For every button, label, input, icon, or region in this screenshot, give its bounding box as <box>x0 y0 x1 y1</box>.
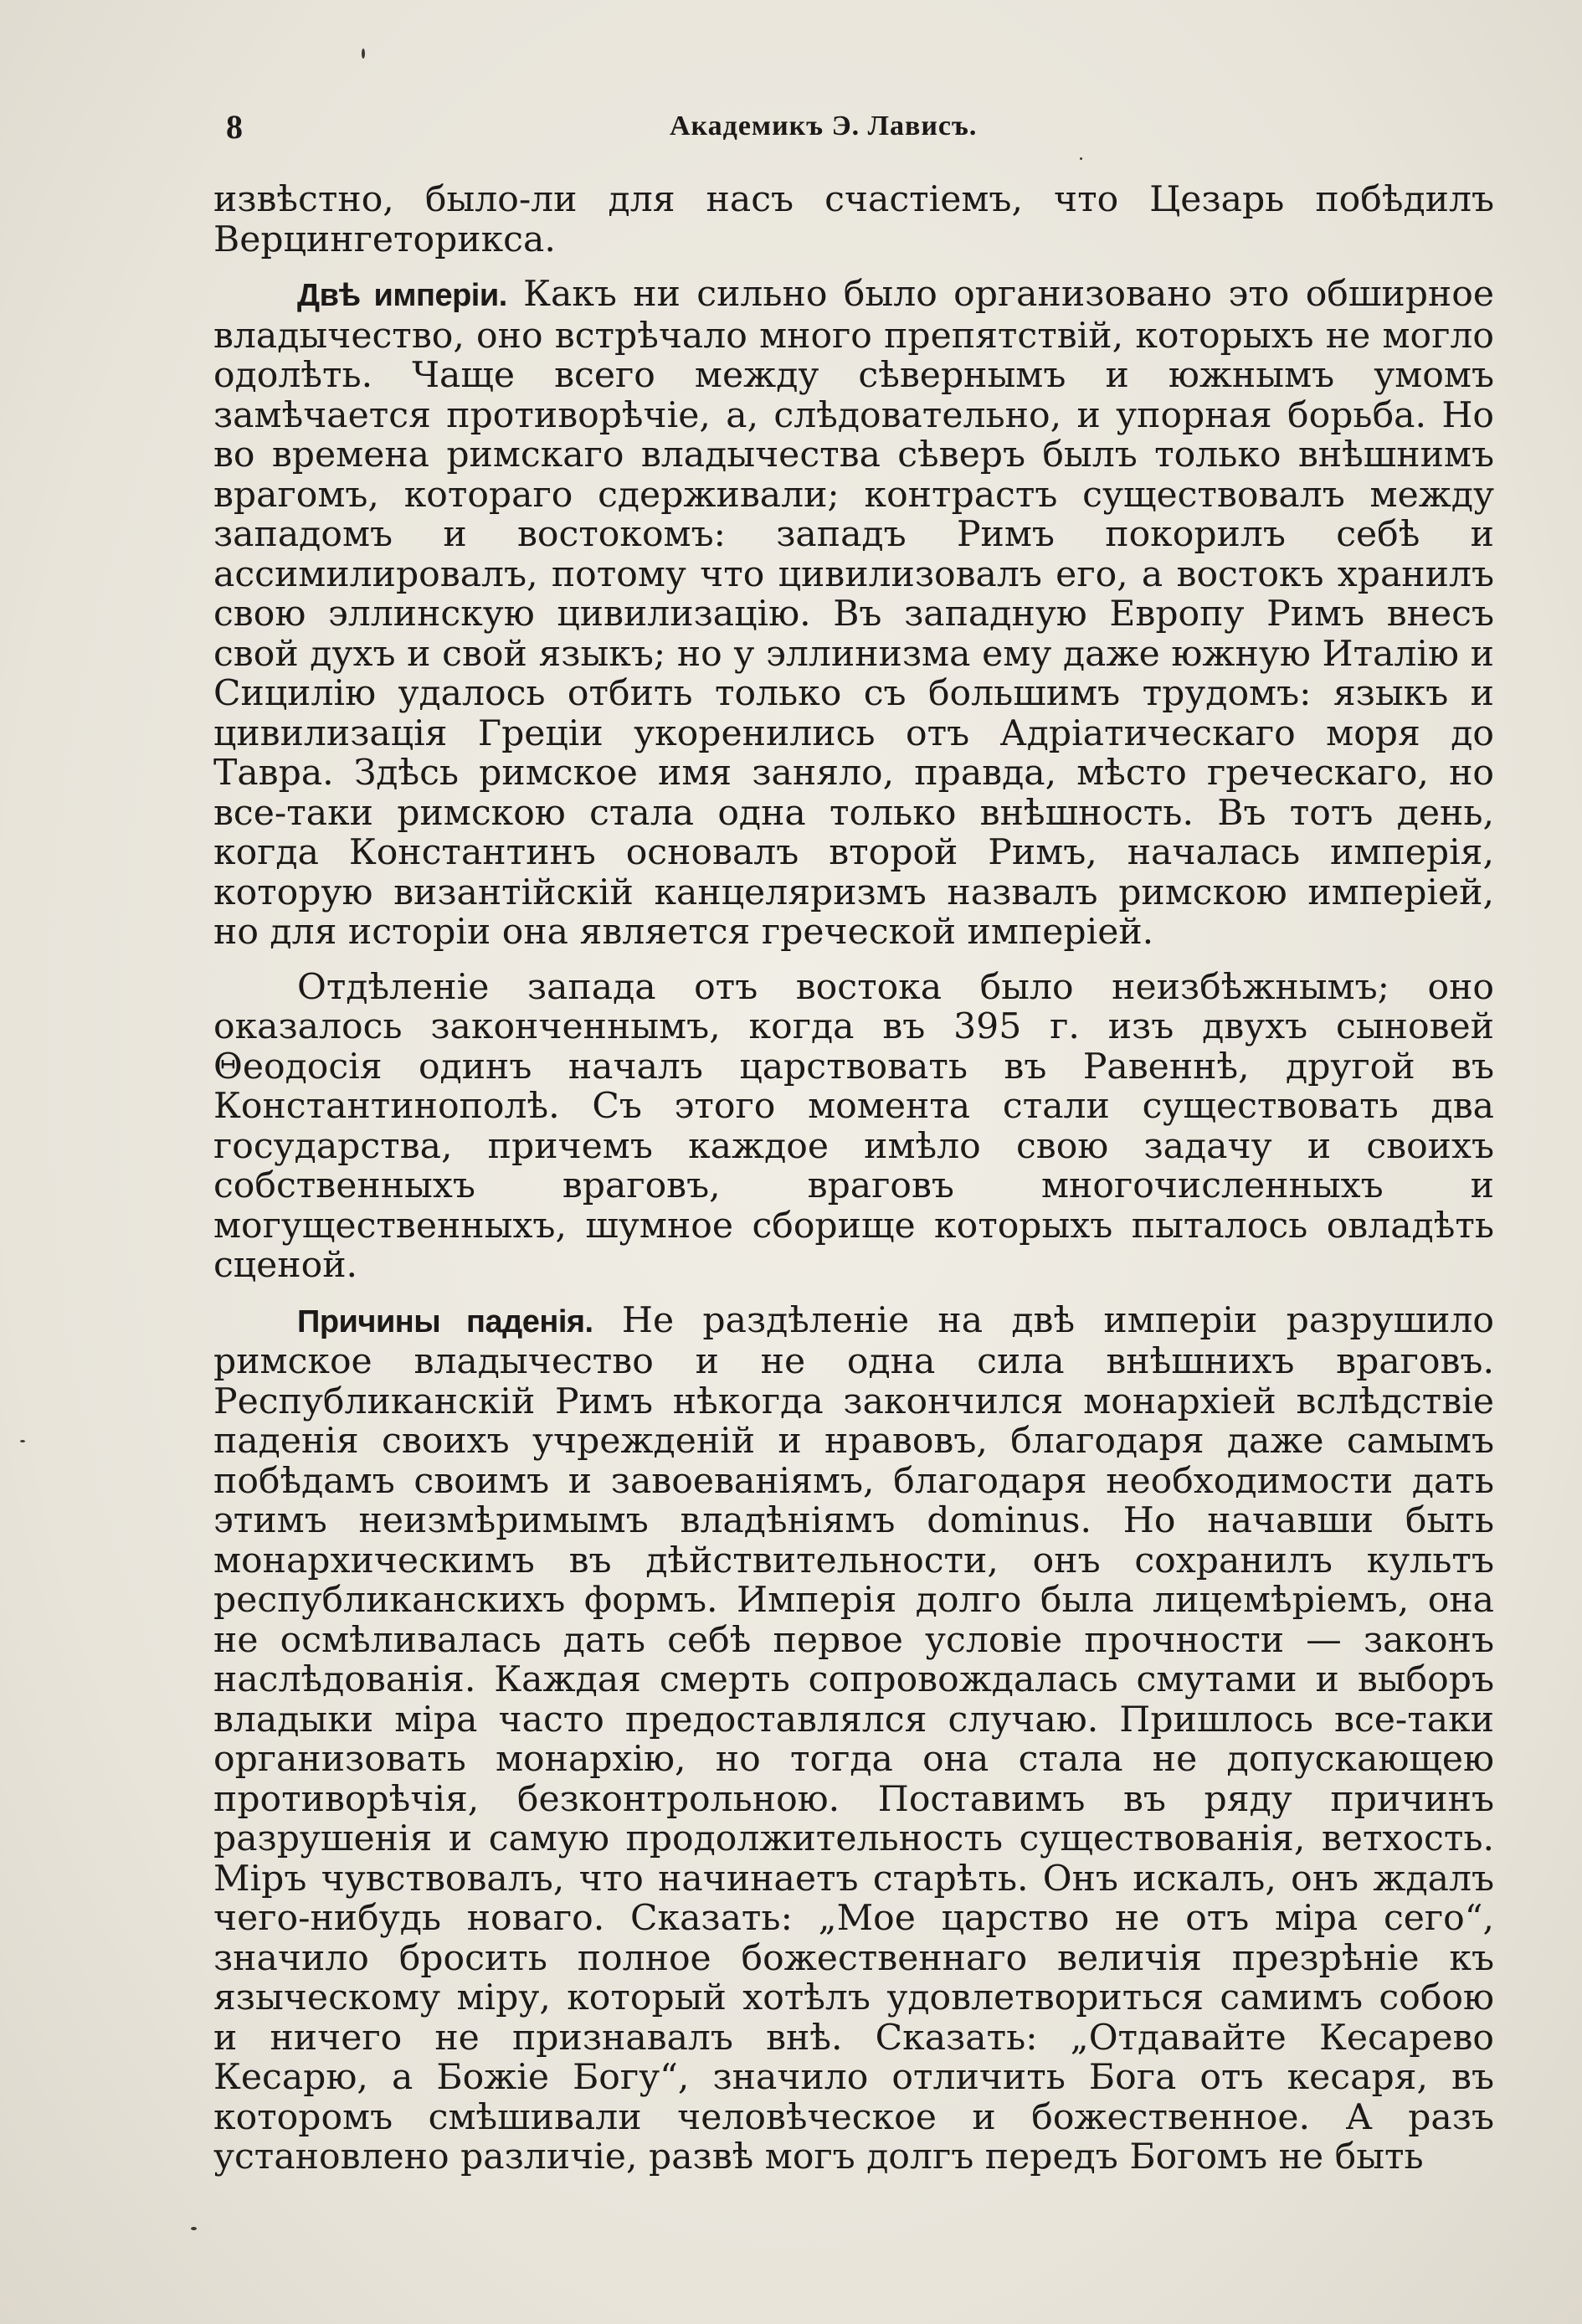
paragraph-continuation <box>213 180 1494 260</box>
paragraph-text: Какъ ни сильно было организовано это обширное владычество, оно встрѣчало много препятствій, которыхъ не могло одолѣть. Чаще всего между сѣвернымъ и южнымъ умомъ замѣчается противорѣчіе, а, слѣдовательно, и упорная борьба. Но во времена римскаго владычества сѣверъ былъ только внѣшнимъ врагомъ, котораго сдерживали; контрастъ существовалъ между западомъ и востокомъ: западъ Римъ покорилъ себѣ и ассимилировалъ, потому что цивилизовалъ его, а востокъ хранилъ свою эллинскую цивилизацію. Въ западную Европу Римъ внесъ свой духъ и свой языкъ; но у эллинизма ему даже южную Италію и Сицилію удалось отбить только съ большимъ трудомъ: языкъ и цивилизація Греціи укоренились отъ Адріатическаго моря до Тавра. Здѣсь римское имя заняло, правда, мѣсто греческаго, но все-таки римскою стала одна только внѣшность. Въ тотъ день, когда Константинъ основалъ второй Римъ, началась имперія, которую византійскій канцеляризмъ назвалъ римскою имперіей, но для исторіи она является греческой имперіей. <box>213 274 1494 953</box>
section-heading-causes-of-fall: Причины паденія. <box>297 1303 593 1339</box>
page-header <box>226 107 1482 149</box>
paragraph-separation <box>213 968 1494 1286</box>
section-heading-two-empires: Двѣ имперіи. <box>297 278 507 313</box>
ink-speck <box>191 2227 197 2230</box>
paragraph-causes-of-fall <box>213 1301 1494 2177</box>
paragraph-text: Отдѣленіе запада отъ востока было неизбѣжнымъ; оно оказалось законченнымъ, когда въ 395 г. изъ двухъ сыновей Θеодосія одинъ началъ царствовать въ Равеннѣ, другой въ Константинополѣ. Съ этого момента стали существовать два государства, причемъ каждое имѣло свою задачу и своихъ собственныхъ враговъ, враговъ многочисленныхъ и могущественныхъ, шумное сборище которыхъ пыталось овладѣть сценой. <box>213 966 1494 1286</box>
paragraph-text: Не раздѣленіе на двѣ имперіи разрушило римское владычество и не одна сила внѣшнихъ враговъ. Республиканскій Римъ нѣкогда закончился монархіей вслѣдствіе паденія своихъ учрежденій и нравовъ, благодаря даже самымъ побѣдамъ своимъ и завоеваніямъ, благодаря необходимости дать этимъ неизмѣримымъ владѣніямъ dominus. Но начавши быть монархическимъ въ дѣйствительности, онъ сохранилъ культъ республиканскихъ формъ. Имперія долго была лицемѣріемъ, она не осмѣливалась дать себѣ первое условіе прочности — законъ наслѣдованія. Каждая смерть сопровождалась смутами и выборъ владыки міра часто предоставлялся случаю. Пришлось все-таки организовать монархію, но тогда она стала не допускающею противорѣчія, безконтрольною. Поставимъ въ ряду причинъ разрушенія и самую продолжительность существованія, ветхость. Міръ чувствовалъ, что начинаетъ старѣть. Онъ искалъ, онъ ждалъ чего-нибудь новаго. Сказать: „Мое царство не отъ міра сего“, значило бросить полное божественнаго величія презрѣніе къ языческому міру, который хотѣлъ удовлетвориться самимъ собою и ничего не признавалъ внѣ. Сказать: „Отдавайте Кесарево Кесарю, а Божіе Богу“, значило отличить Бога отъ кесаря, въ которомъ смѣшивали человѣческое и божественное. А разъ установлено различіе, развѣ могъ долгъ передъ Богомъ не быть <box>213 1299 1494 2177</box>
paragraph-text: извѣстно, было-ли для насъ счастіемъ, что Цезарь побѣдилъ Верцингеторикса. <box>213 179 1494 260</box>
paragraph-two-empires <box>213 275 1494 953</box>
running-head: Академикъ Э. Лависъ. <box>670 111 978 141</box>
body-text <box>213 180 1494 2177</box>
page-number: 8 <box>226 108 243 146</box>
ink-speck <box>20 1440 25 1442</box>
ink-speck <box>362 49 365 59</box>
ink-speck <box>1080 157 1082 160</box>
